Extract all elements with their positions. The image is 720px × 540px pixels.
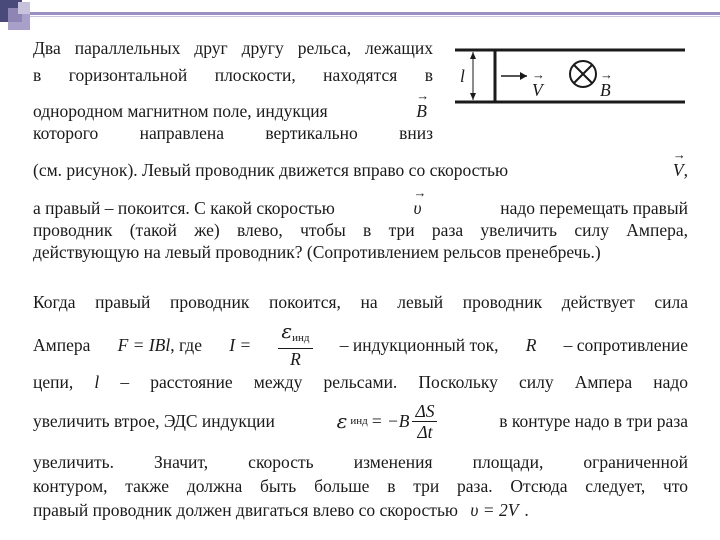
figure-label-b: → B xyxy=(600,80,611,100)
emf-fraction: $\frac{\Delta S}{\Delta t}$ xyxy=(412,401,437,442)
problem-line-4: которого направлена вертикально вниз xyxy=(33,123,433,143)
vector-B: → B xyxy=(416,101,427,121)
problem-line-6: а правый – покоится. С какой скоростью → υ надо перемещать правый xyxy=(33,198,688,218)
figure-label-v: → V xyxy=(532,80,543,100)
figure-label-l: l xyxy=(460,66,465,86)
answer-formula: υ = 2V xyxy=(470,500,519,520)
solution-line-5: увеличить. Значит, скорость изменения площади, ограниченной xyxy=(33,452,688,472)
current-fraction: $\frac{\varepsilon_{инд}}{R}$ xyxy=(278,321,312,369)
problem-line-5: (см. рисунок). Левый проводник движется вправо со скоростью → V, xyxy=(33,160,688,180)
solution-line-7: правый проводник должен двигаться влево со скоростью υ = 2V . xyxy=(33,500,529,520)
problem-line-8: действующую на левый проводник? (Сопротивлением рельсов пренебречь.) xyxy=(33,242,601,262)
rails-figure xyxy=(445,40,690,115)
problem-line-7: проводник (такой же) влево, чтобы в три раза увеличить силу Ампера, xyxy=(33,220,688,240)
vector-upsilon: → υ xyxy=(414,198,422,218)
solution-line-4: увеличить втрое, ЭДС индукции ε инд = −B $\frac{\Delta S}{\Delta t}$ в контуре надо в три раза xyxy=(33,400,688,442)
solution-line-2: Ампера F = IBl, где I = $\frac{\varepsilon_{инд}}{R}$ – индукционный ток, R – сопротивление xyxy=(33,319,688,369)
solution-line-1: Когда правый проводник покоится, на левый проводник действует сила xyxy=(33,292,688,312)
vector-V: → V xyxy=(673,160,684,180)
solution-line-3: цепи, l – расстояние между рельсами. Поскольку силу Ампера надо xyxy=(33,372,688,392)
problem-line-2: в горизонтальной плоскости, находятся в xyxy=(33,65,433,85)
solution-line-6: контуром, также должна быть больше в три раза. Отсюда следует, что xyxy=(33,476,688,496)
slide-decoration xyxy=(0,0,720,40)
problem-line-1: Два параллельных друг другу рельса, лежащих xyxy=(33,38,433,58)
problem-line-3: однородном магнитном поле, индукция → B xyxy=(33,101,433,121)
